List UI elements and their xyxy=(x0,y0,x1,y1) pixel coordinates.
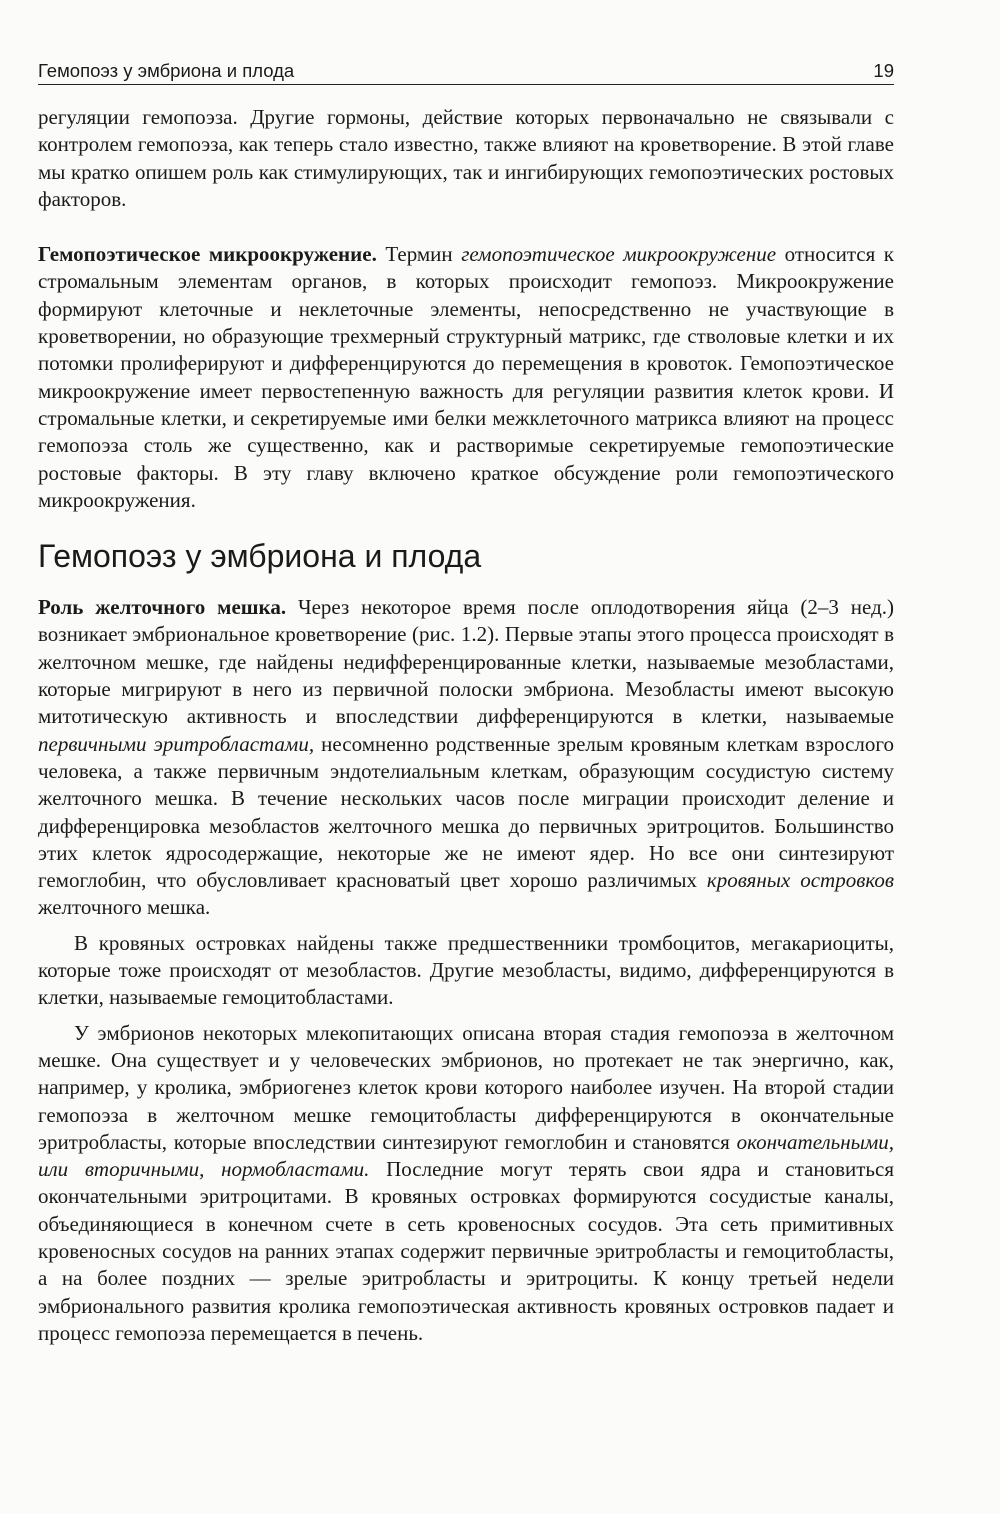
intro-paragraph xyxy=(38,104,894,213)
microenvironment-text-2: относится к стромальным элементам органов, в которых происходит гемопоэз. Микроокружение формируют клеточные и неклеточные элементы, непосредственно не участвующие в кроветворении, но образующие трехмерный структурный матрикс, где стволовые клетки и их потомки пролиферируют и дифференцируются до перемещения в кровоток. Гемопоэтическое микроокружение имеет первостепенную важность для регуляции развития клеток крови. И стромальные клетки, и секретируемые ими белки межклеточного матрикса влияют на процесс гемопоэза столь же существенно, как и растворимые секретируемые гемопоэтические ростовые факторы. В эту главу включено краткое обсуждение роли гемопоэтического микроокружения. xyxy=(38,242,894,512)
yolk-sac-text-3: желточного мешка. xyxy=(38,895,211,920)
second-stage-term: окончательными, или вторичными, нормобластами. xyxy=(38,1129,894,1182)
paragraph-gap xyxy=(38,213,894,241)
second-stage-text-2: Последние могут терять свои ядра и становиться окончательными эритроцитами. В кровяных островках формируются сосудистые каналы, объединяющиеся в конечном счете в сеть кровеносных сосудов. Эта сеть примитивных кровеносных сосудов на ранних этапах содержит первичные эритробласты и гемоцитобласты, а на более поздних — зрелые эритробласты и эритроциты. К концу третьей недели эмбрионального развития кролика гемопоэтическая активность кровяных островков падает и процесс гемопоэза перемещается в печень. xyxy=(38,1157,894,1345)
yolk-sac-term-1: первичными эритробластами, xyxy=(38,731,315,756)
running-title: Гемопоэз у эмбриона и плода xyxy=(38,60,295,81)
yolk-sac-heading: Роль желточного мешка. xyxy=(38,595,287,620)
microenvironment-term: гемопоэтическое микроокружение xyxy=(461,242,777,267)
yolk-sac-text-1: Через некоторое время после оплодотворения яйца (2–3 нед.) возникает эмбриональное кроветворение (рис. 1.2). Первые этапы этого процесса происходят в желточном мешке, где найдены недифференцированные клетки, называемые мезобластами, которые мигрируют в него из первичной полоски эмбриона. Мезобласты имеют высокую митотическую активность и впоследствии дифференцируются в клетки, называемые xyxy=(38,595,895,729)
section-title: Гемопоэз у эмбриона и плода xyxy=(38,538,482,575)
microenvironment-text-1: Термин xyxy=(376,242,462,267)
yolk-sac-text-2: несомненно родственные зрелым кровяным клеткам взрослого человека, а также первичным эндотелиальным клеткам, образующим сосудистую систему желточного мешка. В течение нескольких часов после миграции происходит деление и дифференцировка мезобластов желточного мешка до первичных эритроцитов. Большинство этих клеток ядросодержащие, некоторые же не имеют ядер. Но все они синтезируют гемоглобин, что обусловливает красноватый цвет хорошо различимых xyxy=(38,731,894,893)
islands-text: В кровяных островках найдены также предшественники тромбоцитов, мегакариоциты, которые тоже происходят от мезобластов. Другие мезобласты, видимо, дифференцируются в клетки, называемые гемоцитобластами. xyxy=(38,930,894,1010)
second-stage-text-1: У эмбрионов некоторых млекопитающих описана вторая стадия гемопоэза в желточном мешке. Она существует и у человеческих эмбрионов, но протекает не так энергично, как, например, у кролика, эмбриогенез клеток крови которого наиболее изучен. На второй стадии гемопоэза в желточном мешке гемоцитобласты дифференцируются в окончательные эритробласты, которые впоследствии синтезируют гемоглобин и становятся xyxy=(38,1020,894,1154)
yolk-sac-term-2: кровяных островков xyxy=(706,868,894,893)
second-stage-paragraph xyxy=(38,1020,894,1348)
islands-paragraph xyxy=(38,930,894,1012)
paragraph-gap xyxy=(38,1012,894,1020)
microenvironment-paragraph xyxy=(38,241,894,514)
yolk-sac-paragraph xyxy=(38,594,894,922)
page-body xyxy=(38,104,894,1347)
paragraph-gap xyxy=(38,922,894,930)
page-number: 19 xyxy=(873,60,894,81)
microenvironment-heading: Гемопоэтическое микроокружение. xyxy=(38,242,377,267)
running-header xyxy=(38,60,894,85)
intro-text: регуляции гемопоэза. Другие гормоны, действие которых первоначально не связывали с контролем гемопоэза, как теперь стало известно, также влияют на кроветворение. В этой главе мы кратко опишем роль как стимулирующих, так и ингибирующих гемопоэтических ростовых факторов. xyxy=(38,105,894,211)
